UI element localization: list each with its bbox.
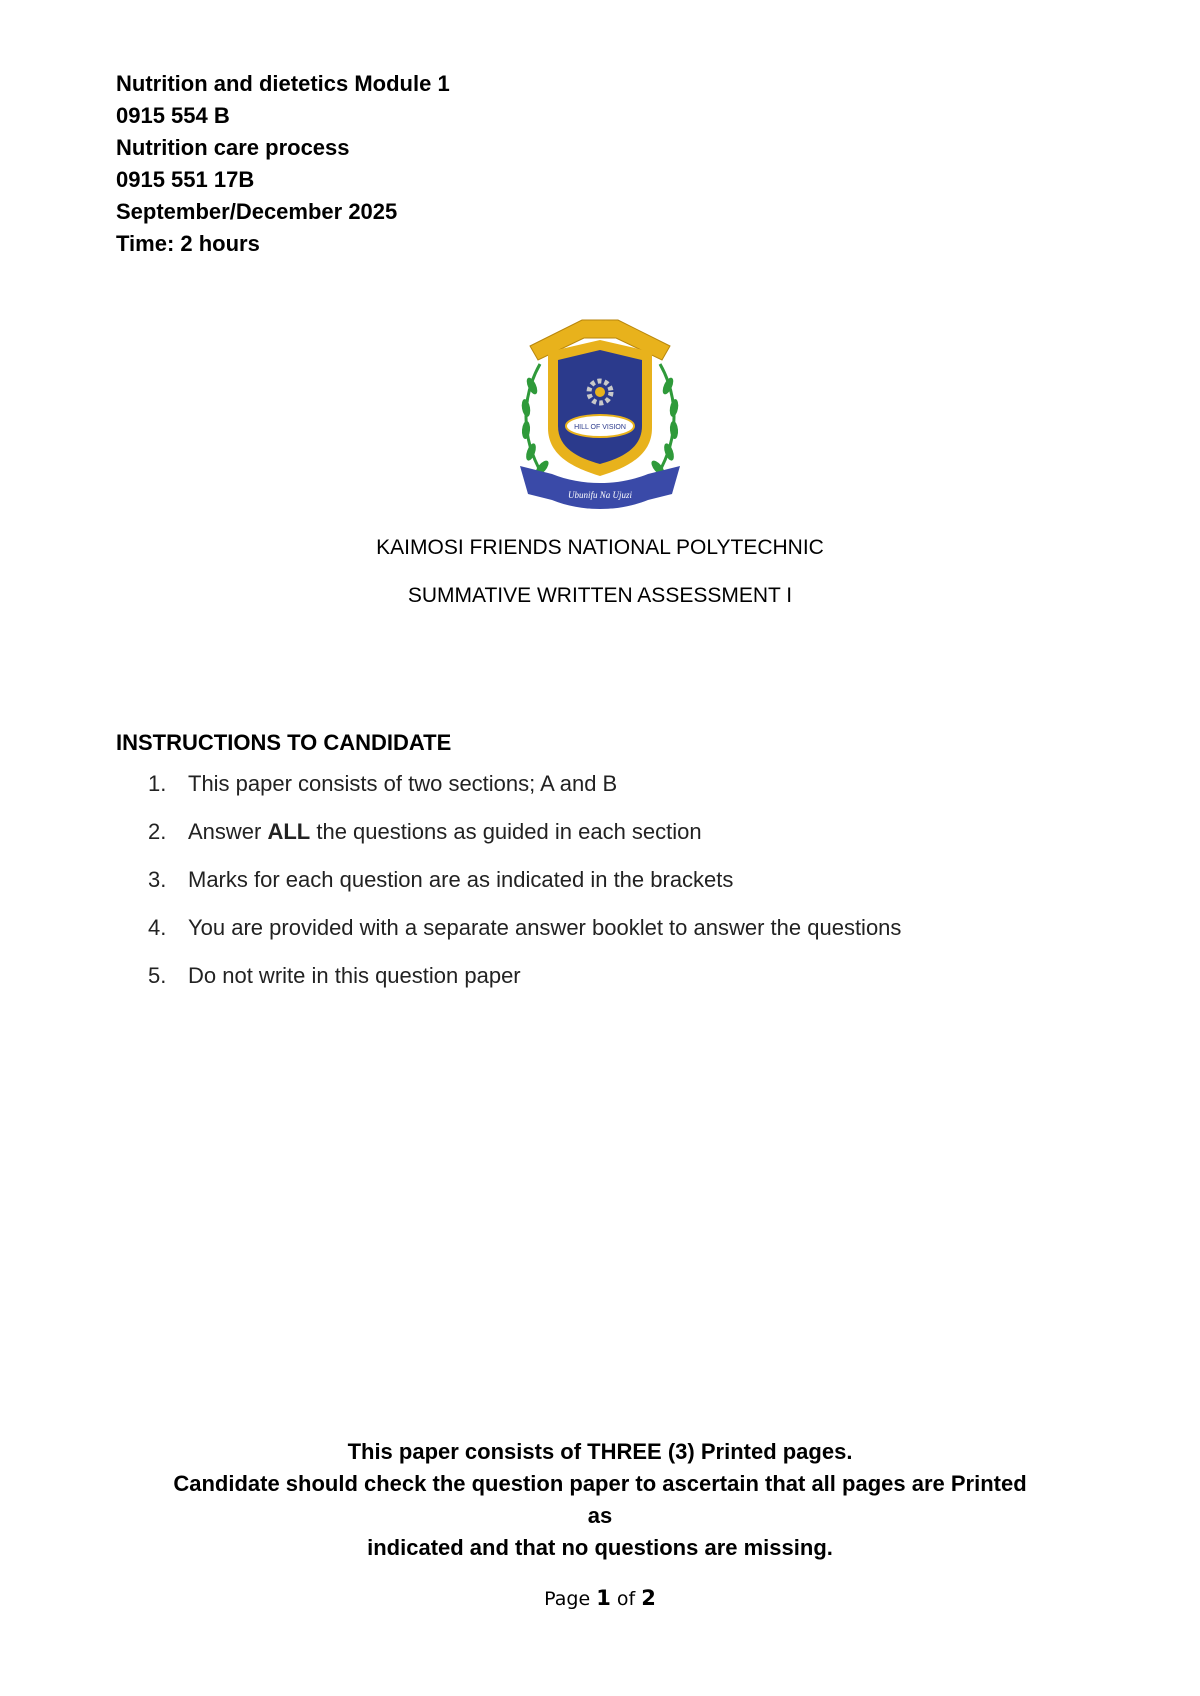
- instructions-list: [148, 760, 901, 1000]
- laurel-right-icon: [649, 364, 679, 477]
- instruction-item: [148, 760, 901, 808]
- instruction-item: [148, 856, 901, 904]
- institution-name: KAIMOSI FRIENDS NATIONAL POLYTECHNIC: [376, 536, 824, 559]
- instruction-text-pre: Answer: [188, 819, 268, 844]
- paper-footer-note: [0, 1436, 1200, 1564]
- unit-code: 0915 551 17B: [116, 167, 255, 192]
- page-of: of: [616, 1588, 636, 1610]
- instruction-number: 5.: [148, 963, 167, 988]
- unit-title: Nutrition care process: [116, 135, 350, 160]
- instruction-text: Marks for each question are as indicated in the brackets: [188, 867, 734, 892]
- instructions-title: INSTRUCTIONS TO CANDIDATE: [116, 730, 452, 755]
- banner-text: HILL OF VISION: [574, 424, 626, 431]
- paper-header: [116, 68, 450, 260]
- laurel-left-icon: [520, 364, 550, 477]
- instruction-text: This paper consists of two sections; A and B: [188, 771, 618, 796]
- motto-text: Ubunifu Na Ujuzi: [567, 490, 633, 500]
- exam-period: September/December 2025: [116, 199, 398, 224]
- footer-line: Candidate should check the question paper to ascertain that all pages are Printed: [173, 1471, 1027, 1496]
- instruction-text: Do not write in this question paper: [188, 963, 521, 988]
- module-code: 0915 554 B: [116, 103, 230, 128]
- page-current: 1: [596, 1586, 611, 1610]
- instruction-number: 1.: [148, 771, 167, 796]
- module-title: Nutrition and dietetics Module 1: [116, 71, 450, 96]
- assessment-title: SUMMATIVE WRITTEN ASSESSMENT I: [407, 584, 793, 607]
- page-label: Page: [544, 1588, 591, 1610]
- instruction-text: You are provided with a separate answer booklet to answer the questions: [188, 915, 902, 940]
- instruction-item: [148, 808, 901, 856]
- instruction-number: 3.: [148, 867, 167, 892]
- footer-line: as: [587, 1503, 613, 1528]
- instruction-number: 2.: [148, 819, 167, 844]
- instruction-number: 4.: [148, 915, 167, 940]
- instruction-item: [148, 904, 901, 952]
- footer-line: This paper consists of THREE (3) Printed pages.: [347, 1439, 853, 1464]
- page-number: [0, 1586, 1200, 1610]
- institution-logo: [512, 316, 688, 516]
- instruction-text-post: the questions as guided in each section: [310, 819, 702, 844]
- page-total: 2: [641, 1586, 656, 1610]
- exam-duration: Time: 2 hours: [116, 231, 260, 256]
- instruction-item: [148, 952, 901, 1000]
- footer-line: indicated and that no questions are missing.: [367, 1535, 833, 1560]
- instruction-emphasis: ALL: [267, 819, 311, 844]
